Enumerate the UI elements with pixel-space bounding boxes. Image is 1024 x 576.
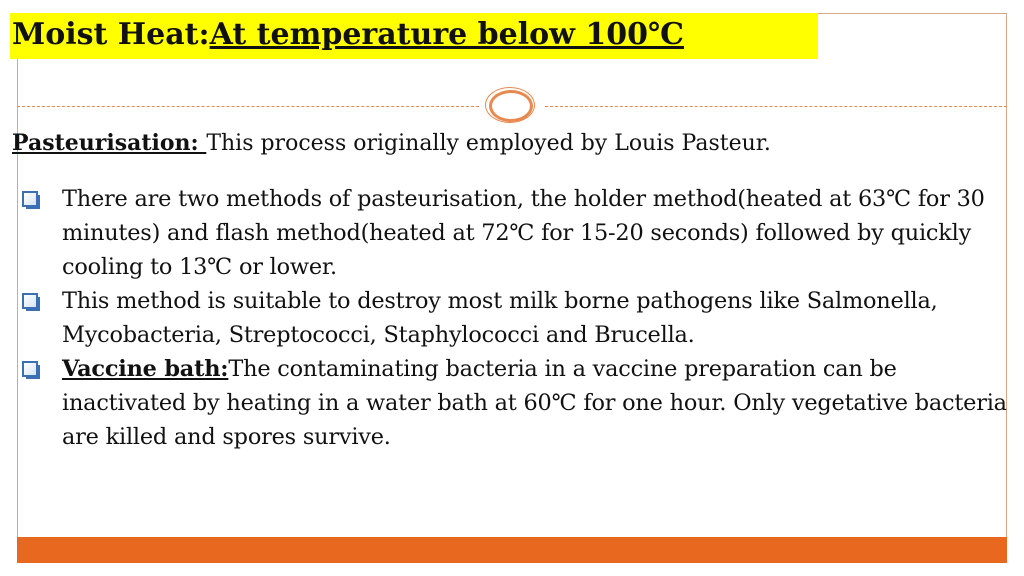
subtitle-text: This process originally employed by Louis Pasteur.: [206, 131, 771, 156]
bullet-list: [22, 182, 1014, 454]
subtitle: [12, 126, 771, 161]
bullet-item: [22, 352, 1014, 454]
square-bullet-icon: [22, 191, 38, 207]
title-prefix: Moist Heat:: [12, 17, 210, 52]
bullet-text: The contaminating bacteria in a vaccine preparation can be inactivated by heating in a water bath at 60℃ for one hour. Only vegetative bacteria are killed and spores survive.: [62, 356, 1007, 450]
bullet-lead: Vaccine bath:: [62, 356, 229, 382]
square-bullet-icon: [22, 361, 38, 377]
bullet-text: This method is suitable to destroy most milk borne pathogens like Salmonella, Mycobacteria, Streptococci, Staphylococci and Brucella.: [62, 288, 938, 348]
bullet-item: [22, 182, 1014, 284]
subtitle-lead: Pasteurisation:: [12, 130, 207, 156]
square-bullet-icon: [22, 293, 38, 309]
divider-right: [545, 106, 1007, 107]
slide-title: [12, 14, 684, 56]
footer-bar: [17, 537, 1007, 563]
ring-inner: [489, 90, 533, 122]
divider-left: [17, 106, 479, 107]
title-underlined: At temperature below 100℃: [209, 17, 684, 52]
ring-ornament-icon: [485, 87, 535, 123]
bullet-text: There are two methods of pasteurisation, the holder method(heated at 63℃ for 30 minutes) and flash method(heated at 72℃ for 15-20 seconds) followed by quickly cooling to 13℃ or lower.: [62, 186, 985, 280]
bullet-item: [22, 284, 1014, 352]
